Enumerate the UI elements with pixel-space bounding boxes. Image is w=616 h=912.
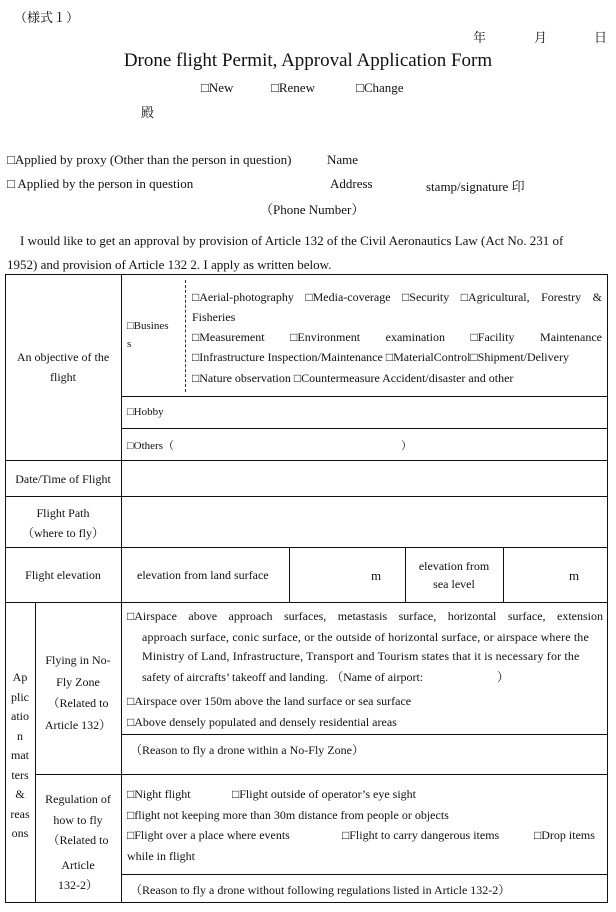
outside-eye-sight-checkbox[interactable]: □Flight outside of operator’s eye sight	[232, 787, 417, 801]
flight-path-label-line-1: Flight Path	[36, 506, 90, 520]
others-checkbox[interactable]: □Others（	[127, 440, 174, 452]
no-fly-zone-label: Flying in No- Fly Zone （Related to Article 132）	[44, 653, 112, 732]
sea-elevation-unit: m	[569, 568, 580, 583]
form-title: Drone flight Permit, Approval Application Form	[123, 50, 493, 71]
objective-label-line-2: flight	[50, 370, 76, 384]
address-label: Address	[330, 176, 373, 191]
no-fly-reason-label: （Reason to fly a drone within a No-Fly Zone）	[130, 743, 364, 757]
airspace-over-150m-checkbox[interactable]: □Airspace over 150m above the land surface or sea surface	[127, 694, 412, 708]
regulation-reason-label: （Reason to fly a drone without following regulations listed in Article 132-2）	[130, 883, 511, 897]
business-checkbox-wrap: s	[127, 338, 132, 350]
land-elevation-label: elevation from land surface	[137, 568, 269, 582]
distance-30m-checkbox[interactable]: □flight not keeping more than 30m distance from people or objects	[127, 808, 449, 822]
examination-text: examination	[385, 330, 445, 344]
year-label: 年	[473, 30, 487, 45]
while-in-flight-text: while in flight	[127, 849, 195, 863]
regulation-label: Regulation of how to fly （Related to Article 132-2）	[45, 792, 111, 892]
airspace-line-2: approach surface, conic surface, or the outside of horizontal surface, or airspace where the	[142, 630, 589, 644]
others-close-paren: ）	[401, 440, 412, 452]
infrastructure-checkbox[interactable]: □Infrastructure Inspection/Maintenance □MaterialControl□Shipment/Delivery	[192, 350, 569, 364]
sea-elevation-label-line-2: sea level	[433, 577, 475, 591]
land-elevation-unit: m	[371, 568, 382, 583]
dangerous-items-checkbox[interactable]: □Flight to carry dangerous items	[342, 828, 500, 842]
nature-observation-checkbox[interactable]: □Nature observation □Countermeasure Accident/disaster and other	[192, 371, 514, 385]
stamp-signature-label: stamp/signature 印	[426, 179, 525, 194]
ampersand-text: &	[592, 290, 602, 304]
airspace-approach-checkbox[interactable]: □Airspace above approach surfaces, metastasis surface, horizontal surface, extension	[127, 609, 603, 623]
intro-line-2: 1952) and provision of Article 132 2. I apply as written below.	[7, 257, 332, 272]
self-checkbox[interactable]: □ Applied by the person in question	[7, 176, 194, 191]
sea-elevation-label-line-1: elevation from	[418, 559, 490, 573]
night-flight-checkbox[interactable]: □Night flight	[127, 787, 191, 801]
events-checkbox[interactable]: □Flight over a place where events	[127, 828, 290, 842]
fisheries-text: Fisheries	[192, 310, 236, 324]
aerial-photography-checkbox[interactable]: □Aerial-photography	[192, 290, 294, 304]
business-row-3	[192, 330, 602, 345]
month-label: 月	[534, 30, 548, 45]
option-change[interactable]: □Change	[356, 80, 404, 95]
day-label: 日	[594, 30, 608, 45]
proxy-checkbox[interactable]: □Applied by proxy (Other than the person in question)	[7, 152, 292, 167]
business-row-1	[192, 290, 602, 305]
forestry-text: Forestry	[541, 290, 582, 304]
option-renew[interactable]: □Renew	[271, 80, 315, 95]
application-matters-label: Ap plic atio n mat ters & reas ons	[10, 670, 30, 840]
agricultural-checkbox[interactable]: □Agricultural,	[460, 290, 530, 304]
hobby-checkbox[interactable]: □Hobby	[127, 406, 164, 418]
datetime-label: Date/Time of Flight	[15, 472, 111, 486]
media-coverage-checkbox[interactable]: □Media-coverage	[305, 290, 391, 304]
form-style-label: （様式１）	[14, 10, 80, 25]
objective-label-line-1: An objective of the	[16, 350, 110, 364]
name-label: Name	[327, 152, 359, 167]
environment-checkbox[interactable]: □Environment	[290, 330, 361, 344]
drop-items-checkbox[interactable]: □Drop items	[534, 828, 595, 842]
airport-name-close-paren: ）	[497, 670, 510, 684]
airspace-line-4: safety of aircrafts’ takeoff and landing. （Name of airport:	[142, 670, 424, 684]
addressee-label: 殿	[141, 105, 155, 120]
flight-path-label-line-2: （where to fly）	[22, 526, 104, 540]
business-checkbox[interactable]: □Busines	[127, 320, 169, 332]
airspace-line-3: Ministry of Land, Infrastructure, Transport and Tourism states that it is necessary for the	[142, 649, 580, 663]
flight-elevation-label: Flight elevation	[25, 568, 101, 582]
phone-number-label: （Phone Number）	[260, 202, 365, 217]
option-new[interactable]: □New	[201, 80, 234, 95]
measurement-checkbox[interactable]: □Measurement	[192, 330, 265, 344]
maintenance-text: Maintenance	[540, 330, 602, 344]
intro-line-1: I would like to get an approval by provision of Article 132 of the Civil Aeronautics Law (Act No. 231 of	[20, 233, 564, 248]
densely-populated-checkbox[interactable]: □Above densely populated and densely residential areas	[127, 715, 397, 729]
security-checkbox[interactable]: □Security	[402, 290, 450, 304]
facility-checkbox[interactable]: □Facility	[470, 330, 515, 344]
